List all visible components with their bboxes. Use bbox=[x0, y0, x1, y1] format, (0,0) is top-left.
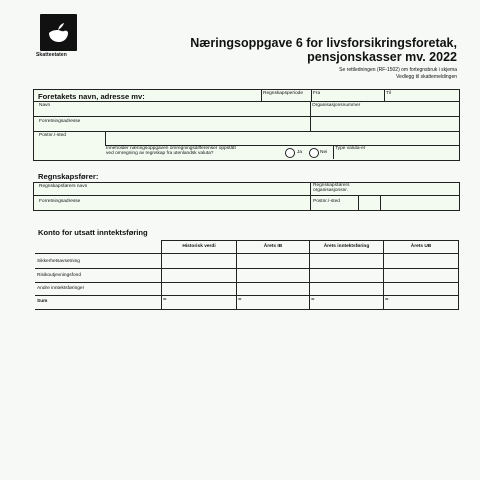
cell-risk-recognition[interactable] bbox=[311, 269, 382, 281]
skatteetaten-emblem-icon bbox=[46, 20, 71, 45]
cell-security-historical[interactable] bbox=[163, 255, 235, 267]
accountant-orgnr-label-2: organisasjonsnr. bbox=[313, 188, 348, 193]
period-to-label: Til bbox=[386, 91, 391, 96]
accountant-orgnr-label-1: Regnskapsførers bbox=[313, 183, 350, 188]
sum-eq-opening: = bbox=[238, 297, 242, 303]
company-postal-label: Postnr./-sted bbox=[39, 133, 66, 138]
currency-type-field[interactable] bbox=[335, 151, 456, 158]
currency-yes-label: Ja bbox=[297, 150, 303, 155]
accountant-postal-field[interactable] bbox=[381, 196, 456, 209]
col-historical-value: Historisk verdi bbox=[182, 244, 216, 249]
skatteetaten-logo bbox=[40, 14, 77, 51]
page-title bbox=[190, 36, 457, 64]
cell-risk-closing[interactable] bbox=[385, 269, 457, 281]
period-from-label: Fra bbox=[313, 91, 321, 96]
row-other-income: Andre inntektsføringer bbox=[37, 286, 85, 291]
logo-wordmark: Skatteetaten bbox=[36, 52, 67, 58]
currency-no-label: Nei bbox=[320, 150, 328, 155]
cell-other-opening[interactable] bbox=[238, 283, 308, 294]
currency-type-label: Type valuta-er bbox=[335, 146, 366, 151]
accountant-section-title: Regnskapsfører: bbox=[38, 172, 99, 181]
deferred-table bbox=[35, 240, 459, 310]
currency-no-radio[interactable] bbox=[309, 148, 319, 158]
currency-yes-radio[interactable] bbox=[285, 148, 295, 158]
company-address-field[interactable] bbox=[104, 117, 308, 131]
sum-eq-recognition: = bbox=[311, 297, 315, 303]
col-opening-balance: Årets IB bbox=[263, 244, 283, 249]
cell-other-recognition[interactable] bbox=[311, 283, 382, 294]
attachment-note: Vedlegg til skattemeldingen bbox=[396, 74, 457, 80]
col-closing-balance: Årets UB bbox=[410, 244, 432, 249]
period-label: Regnskapsperiode bbox=[263, 91, 304, 96]
row-risk-equalization-fund: Risikoutjevningsfond bbox=[37, 273, 81, 278]
company-name-label: Navn bbox=[39, 103, 51, 108]
cell-risk-historical[interactable] bbox=[163, 269, 235, 281]
currency-question-line-1: Inneholder næringsoppgaven omregningsdifferenser oppstått bbox=[106, 146, 236, 151]
company-section-title: Foretakets navn, adresse mv: bbox=[38, 92, 145, 101]
cell-security-opening[interactable] bbox=[238, 255, 308, 267]
instruction-note: Se rettledningen (RF-1502) om fortegnsbruk i skjema bbox=[339, 67, 457, 73]
row-security-provision: Sikkerhetsavsetning bbox=[37, 259, 80, 264]
sum-eq-historical: = bbox=[163, 297, 167, 303]
accountant-postal-label: Postnr./-sted bbox=[313, 199, 340, 204]
company-orgnr-field[interactable] bbox=[312, 109, 456, 116]
company-orgnr-label: Organisasjonsnummer bbox=[312, 103, 361, 108]
col-income-recognition: Årets inntektsføring bbox=[323, 244, 370, 249]
period-from-field[interactable] bbox=[320, 90, 372, 100]
cell-risk-opening[interactable] bbox=[238, 269, 308, 281]
company-name-field[interactable] bbox=[36, 109, 308, 116]
company-address-label: Forretningsadresse bbox=[39, 119, 81, 124]
cell-security-closing[interactable] bbox=[385, 255, 457, 267]
cell-security-recognition[interactable] bbox=[311, 255, 382, 267]
accountant-name-label: Regnskapsførers navn bbox=[39, 184, 88, 189]
company-postal-field[interactable] bbox=[106, 132, 456, 144]
accountant-address-field[interactable] bbox=[106, 196, 308, 209]
period-to-field[interactable] bbox=[392, 90, 452, 100]
title-line-2: pensjonskasser mv. 2022 bbox=[307, 50, 457, 64]
accountant-address-label: Forretningsadresse bbox=[39, 199, 81, 204]
title-line-1: Næringsoppgave 6 for livsforsikringsforetak, bbox=[190, 36, 457, 50]
cell-other-historical[interactable] bbox=[163, 283, 235, 294]
cell-other-closing[interactable] bbox=[385, 283, 457, 294]
row-sum: Sum bbox=[37, 299, 48, 304]
currency-question-line-2: ved omregning av regnskap fra utenlandsk valuta? bbox=[106, 151, 214, 156]
deferred-section-title: Konto for utsatt inntektsføring bbox=[38, 228, 148, 237]
sum-eq-closing: = bbox=[385, 297, 389, 303]
